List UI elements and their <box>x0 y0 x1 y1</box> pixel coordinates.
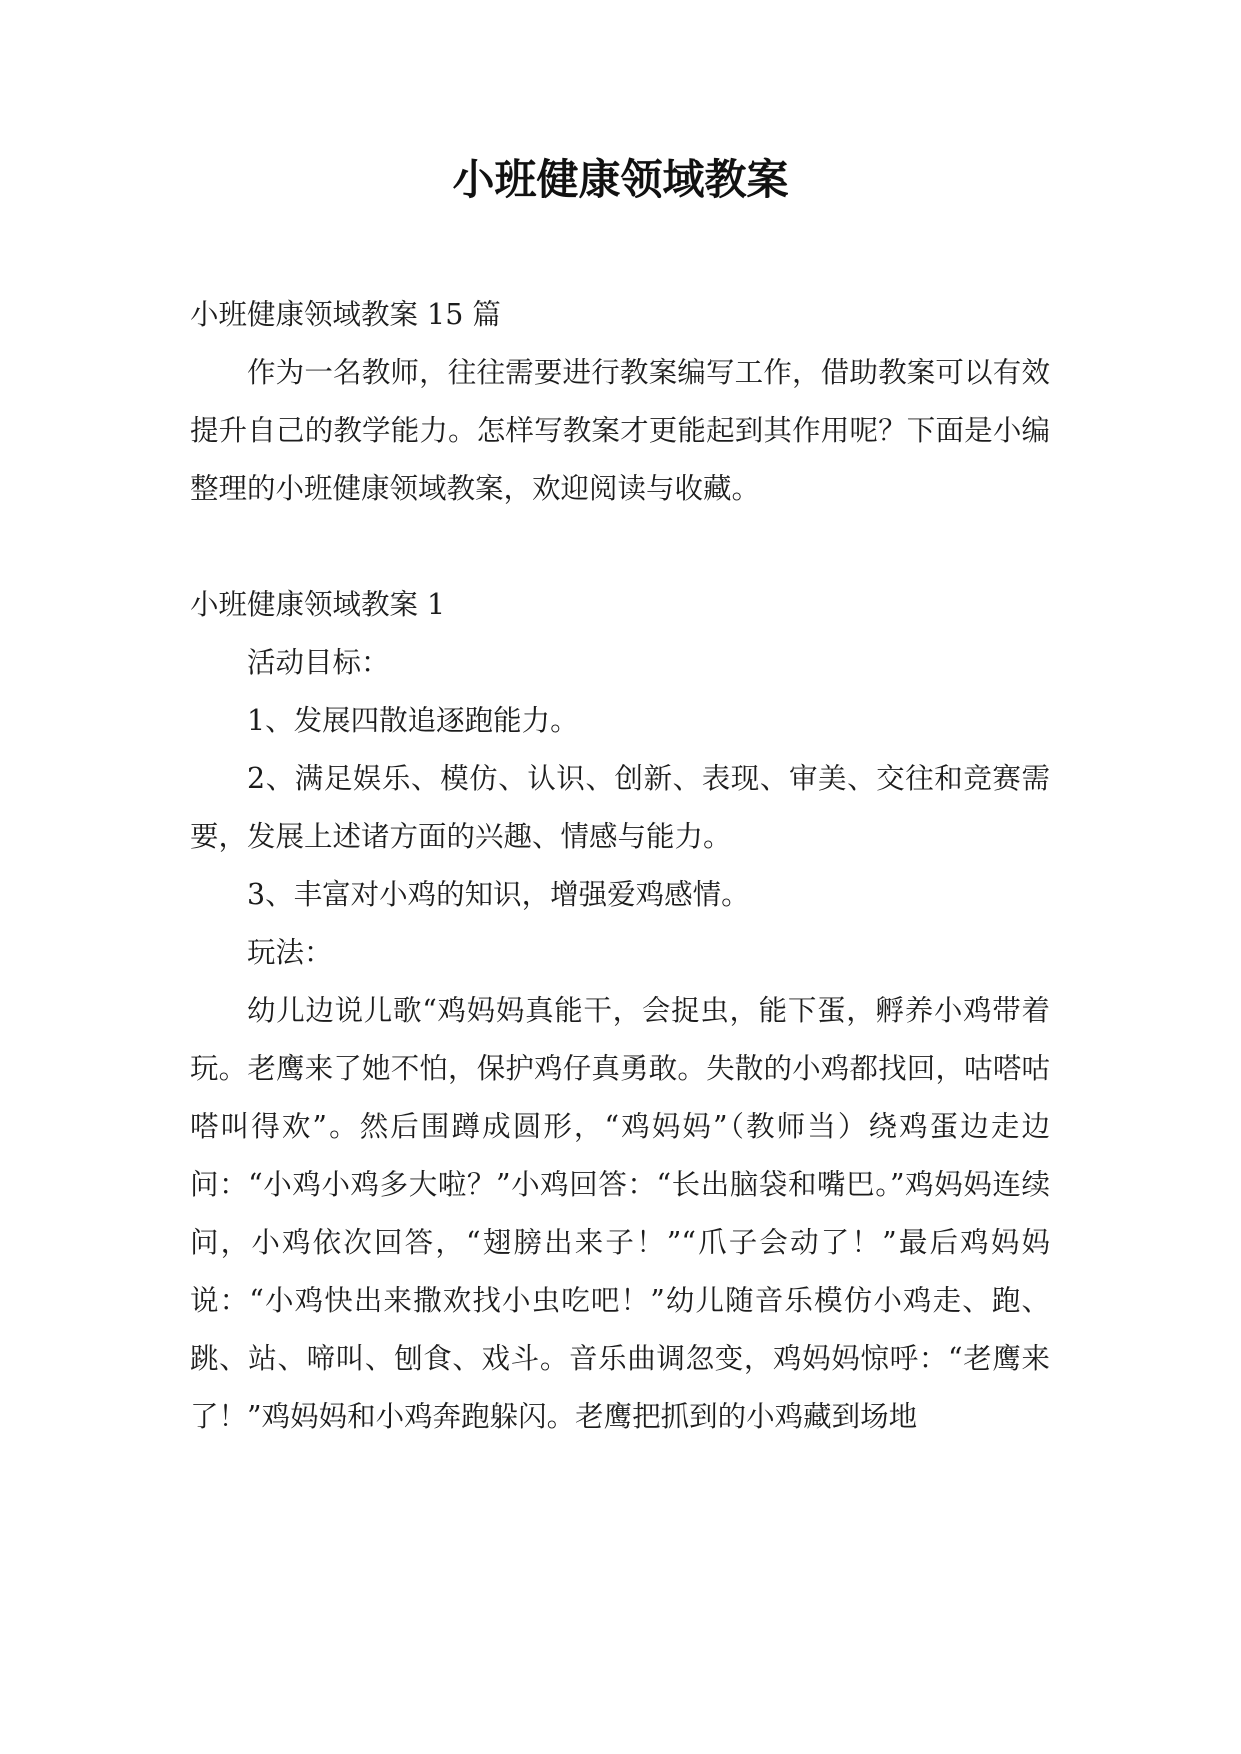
play-paragraph: 幼儿边说儿歌“鸡妈妈真能干，会捉虫，能下蛋，孵养小鸡带着玩。老鹰来了她不怕，保护鸡仔真勇敢。失散的小鸡都找回，咕嗒咕嗒叫得欢”。然后围蹲成圆形，“鸡妈妈”（教师当）绕鸡蛋边走边问：“小鸡小鸡多大啦？”小鸡回答：“长出脑袋和嘴巴。”鸡妈妈连续问，小鸡依次回答，“翅膀出来子！”“爪子会动了！”最后鸡妈妈说：“小鸡快出来撒欢找小虫吃吧！”幼儿随音乐模仿小鸡走、跑、跳、站、啼叫、刨食、戏斗。音乐曲调忽变，鸡妈妈惊呼：“老鹰来了！”鸡妈妈和小鸡奔跑躲闪。老鹰把抓到的小鸡藏到场地 <box>190 994 1050 1433</box>
goal-item-2: 2、满足娱乐、模仿、认识、创新、表现、审美、交往和竞赛需要，发展上述诸方面的兴趣、情感与能力。 <box>190 762 1050 853</box>
paragraph-spacer <box>190 518 1050 576</box>
play-label: 玩法： <box>247 936 333 969</box>
document-body <box>190 286 1050 1446</box>
intro-paragraph: 作为一名教师，往往需要进行教案编写工作，借助教案可以有效提升自己的教学能力。怎样写教案才更能起到其作用呢？下面是小编整理的小班健康领域教案，欢迎阅读与收藏。 <box>190 356 1050 505</box>
goal-item-3: 3、丰富对小鸡的知识，增强爱鸡感情。 <box>247 878 750 911</box>
goals-label: 活动目标： <box>247 646 390 679</box>
section-heading: 小班健康领域教案 1 <box>190 588 446 621</box>
document-title: 小班健康领域教案 <box>452 155 789 204</box>
collection-heading: 小班健康领域教案 15 篇 <box>190 298 501 331</box>
goal-item-1: 1、发展四散追逐跑能力。 <box>247 704 579 737</box>
